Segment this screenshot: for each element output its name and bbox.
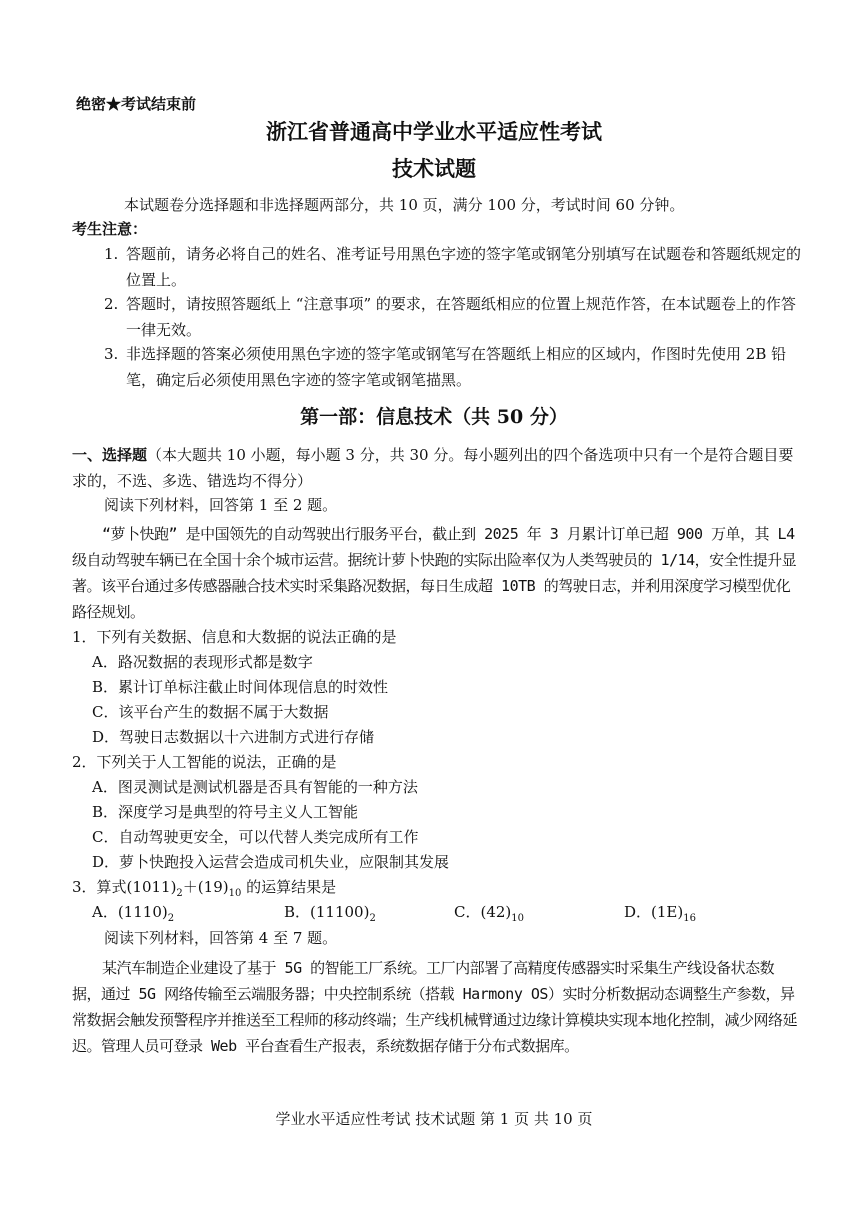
exam-title: 浙江省普通高中学业水平适应性考试 xyxy=(266,119,602,144)
reading-instruction: 阅读下列材料，回答第 1 至 2 题。 xyxy=(104,496,338,514)
base-subscript: 16 xyxy=(683,913,696,924)
reading-instruction: 阅读下列材料，回答第 4 至 7 题。 xyxy=(104,929,338,947)
section-heading: 第一部：信息技术（共 50 分） xyxy=(300,406,568,428)
question-stem-part: 的运算结果是 xyxy=(241,878,337,896)
notice-item-number: 1. xyxy=(104,245,119,263)
answer-option: B．累计订单标注截止时间体现信息的时效性 xyxy=(92,678,389,696)
notice-item-text: 非选择题的答案必须使用黑色字迹的签字笔或钢笔写在答题纸上相应的区域内，作图时先使用 2B 铅笔，确定后必须使用黑色字迹的签字笔或钢笔描黑。 xyxy=(126,345,787,389)
answer-option: C．该平台产生的数据不属于大数据 xyxy=(92,703,329,721)
answer-option: C．自动驾驶更安全，可以代替人类完成所有工作 xyxy=(92,828,419,846)
notice-item xyxy=(104,291,804,343)
answer-option-text: C．(42) xyxy=(454,903,512,921)
base-subscript: 2 xyxy=(176,888,183,899)
base-subscript: 2 xyxy=(167,913,175,924)
answer-option-text: B．(11100) xyxy=(284,903,370,921)
reading-material: “萝卜快跑” 是中国领先的自动驾驶出行服务平台，截止到 2025 年 3 月累计订单已超 900 万单，其 L4 级自动驾驶车辆已在全国十余个城市运营。据统计萝卜快跑的实际出险率仅为人类驾驶员的 1/14，安全性提升显著。该平台通过多传感器融合技术实时采集路况数据，每日生成超 10TB 的驾驶日志，并利用深度学习模型优化路径规划。 xyxy=(72,525,797,621)
notice-item-number: 3. xyxy=(104,345,119,363)
reading-material: 某汽车制造企业建设了基于 5G 的智能工厂系统。工厂内部署了高精度传感器实时采集生产线设备状态数据，通过 5G 网络传输至云端服务器；中央控制系统（搭载 Harmony OS）实时分析数据动态调整生产参数，异常数据会触发预警程序并推送至工程师的移动终端；生产线机械臂通过边缘计算模块实现本地化控制，减少网络延迟。管理人员可登录 Web 平台查看生产报表，系统数据存储于分布式数据库。 xyxy=(72,959,798,1055)
answer-option xyxy=(284,901,376,924)
question-stem xyxy=(72,876,336,899)
answer-option xyxy=(624,901,696,924)
confidential-label: 绝密★考试结束前 xyxy=(76,95,197,113)
answer-option-text: A．(1110) xyxy=(92,903,168,921)
answer-option: A．路况数据的表现形式都是数字 xyxy=(92,653,313,671)
exam-subtitle: 技术试题 xyxy=(392,156,476,181)
answer-option: A．图灵测试是测试机器是否具有智能的一种方法 xyxy=(92,778,418,796)
base-subscript: 2 xyxy=(369,913,376,924)
base-subscript: 10 xyxy=(228,888,242,899)
base-subscript: 10 xyxy=(511,913,525,924)
answer-option-text: D．(1E) xyxy=(624,903,684,921)
part-heading xyxy=(72,442,800,494)
notice-heading: 考生注意： xyxy=(72,220,148,238)
answer-option: B．深度学习是典型的符号主义人工智能 xyxy=(92,803,359,821)
notice-item-number: 2. xyxy=(104,295,119,313)
notice-item-text: 答题前，请务必将自己的姓名、准考证号用黑色字迹的签字笔或钢笔分别填写在试题卷和答题纸规定的位置上。 xyxy=(126,245,802,289)
part-description: （本大题共 10 小题，每小题 3 分，共 30 分。每小题列出的四个备选项中只有一个是符合题目要求的，不选、多选、错选均不得分） xyxy=(72,446,794,490)
notice-item-text: 答题时，请按照答题纸上 “注意事项” 的要求，在答题纸相应的位置上规范作答，在本试题卷上的作答一律无效。 xyxy=(126,295,796,339)
question-stem: 1．下列有关数据、信息和大数据的说法正确的是 xyxy=(72,628,397,646)
exam-intro: 本试题卷分选择题和非选择题两部分，共 10 页，满分 100 分，考试时间 60 分钟。 xyxy=(124,196,685,214)
notice-item xyxy=(104,241,804,293)
answer-option: D．驾驶日志数据以十六进制方式进行存储 xyxy=(92,728,375,746)
answer-option: D．萝卜快跑投入运营会造成司机失业，应限制其发展 xyxy=(92,853,450,871)
question-stem: 2．下列关于人工智能的说法，正确的是 xyxy=(72,753,337,771)
question-stem-part: ＋(19) xyxy=(182,878,229,896)
part-label: 一、选择题 xyxy=(72,446,148,464)
question-stem-part: 3．算式(1011) xyxy=(72,878,177,896)
answer-option xyxy=(92,901,174,924)
page-footer: 学业水平适应性考试 技术试题 第 1 页 共 10 页 xyxy=(275,1110,593,1128)
answer-option xyxy=(454,901,524,924)
notice-item xyxy=(104,341,804,393)
